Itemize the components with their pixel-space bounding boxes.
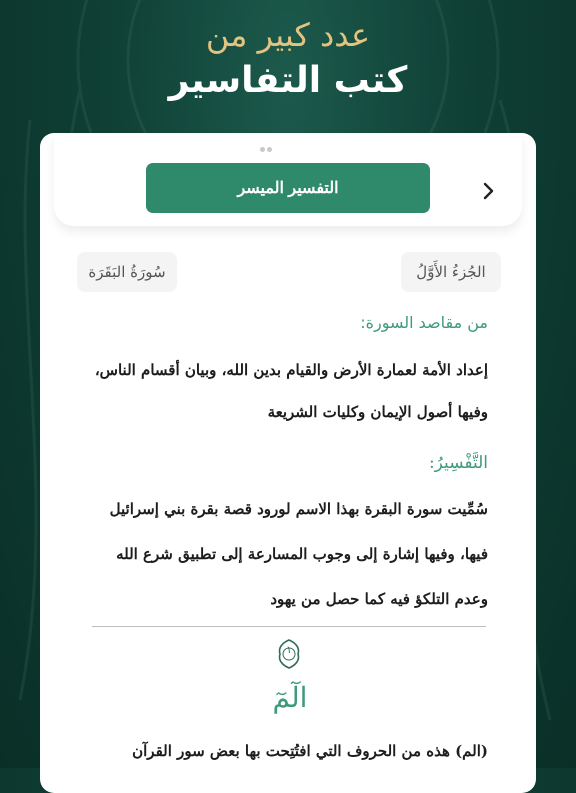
tafsir-header-bar	[54, 133, 522, 226]
tafsir-card	[40, 133, 536, 793]
promo-headline-line2: كتب التفاسير	[168, 60, 408, 101]
surah-name-chip: سُورَةُ البَقَرَة	[77, 252, 177, 292]
maqasid-text: إعداد الأمة لعمارة الأرض والقيام بدين الله، وبيان أقسام الناس، وفيها أصول الإيمان وكليات الشريعة	[94, 361, 488, 421]
ayah-text[interactable]: الٓمٓ	[272, 681, 308, 714]
promo-headline-line1: عدد كبير من	[205, 16, 371, 54]
drag-handle[interactable]	[259, 137, 273, 156]
tafsir-title-button[interactable]: التفسير الميسر	[146, 163, 430, 213]
tafsir-text: سُمِّيت سورة البقرة بهذا الاسم لورود قصة بقرة بني إسرائيل فيها، وفيها إشارة إلى وجوب المسارعة إلى تطبيق شرع الله وعدم التلكؤ فيه كما حصل من يهود	[109, 500, 488, 608]
juz-name-chip: الجُزءُ الأَوَّلُ	[401, 252, 501, 292]
chevron-right-icon[interactable]	[480, 179, 496, 203]
section-divider	[92, 626, 486, 627]
tafsir-heading: التَّفْسِيرُ:	[428, 453, 488, 473]
ayah-number: ١	[286, 645, 292, 656]
ayah-tafsir-text: (الم) هذه من الحروف التي افتُتِحت بها بعض سور القرآن	[132, 742, 488, 760]
maqasid-heading: من مقاصد السورة:	[360, 313, 488, 332]
